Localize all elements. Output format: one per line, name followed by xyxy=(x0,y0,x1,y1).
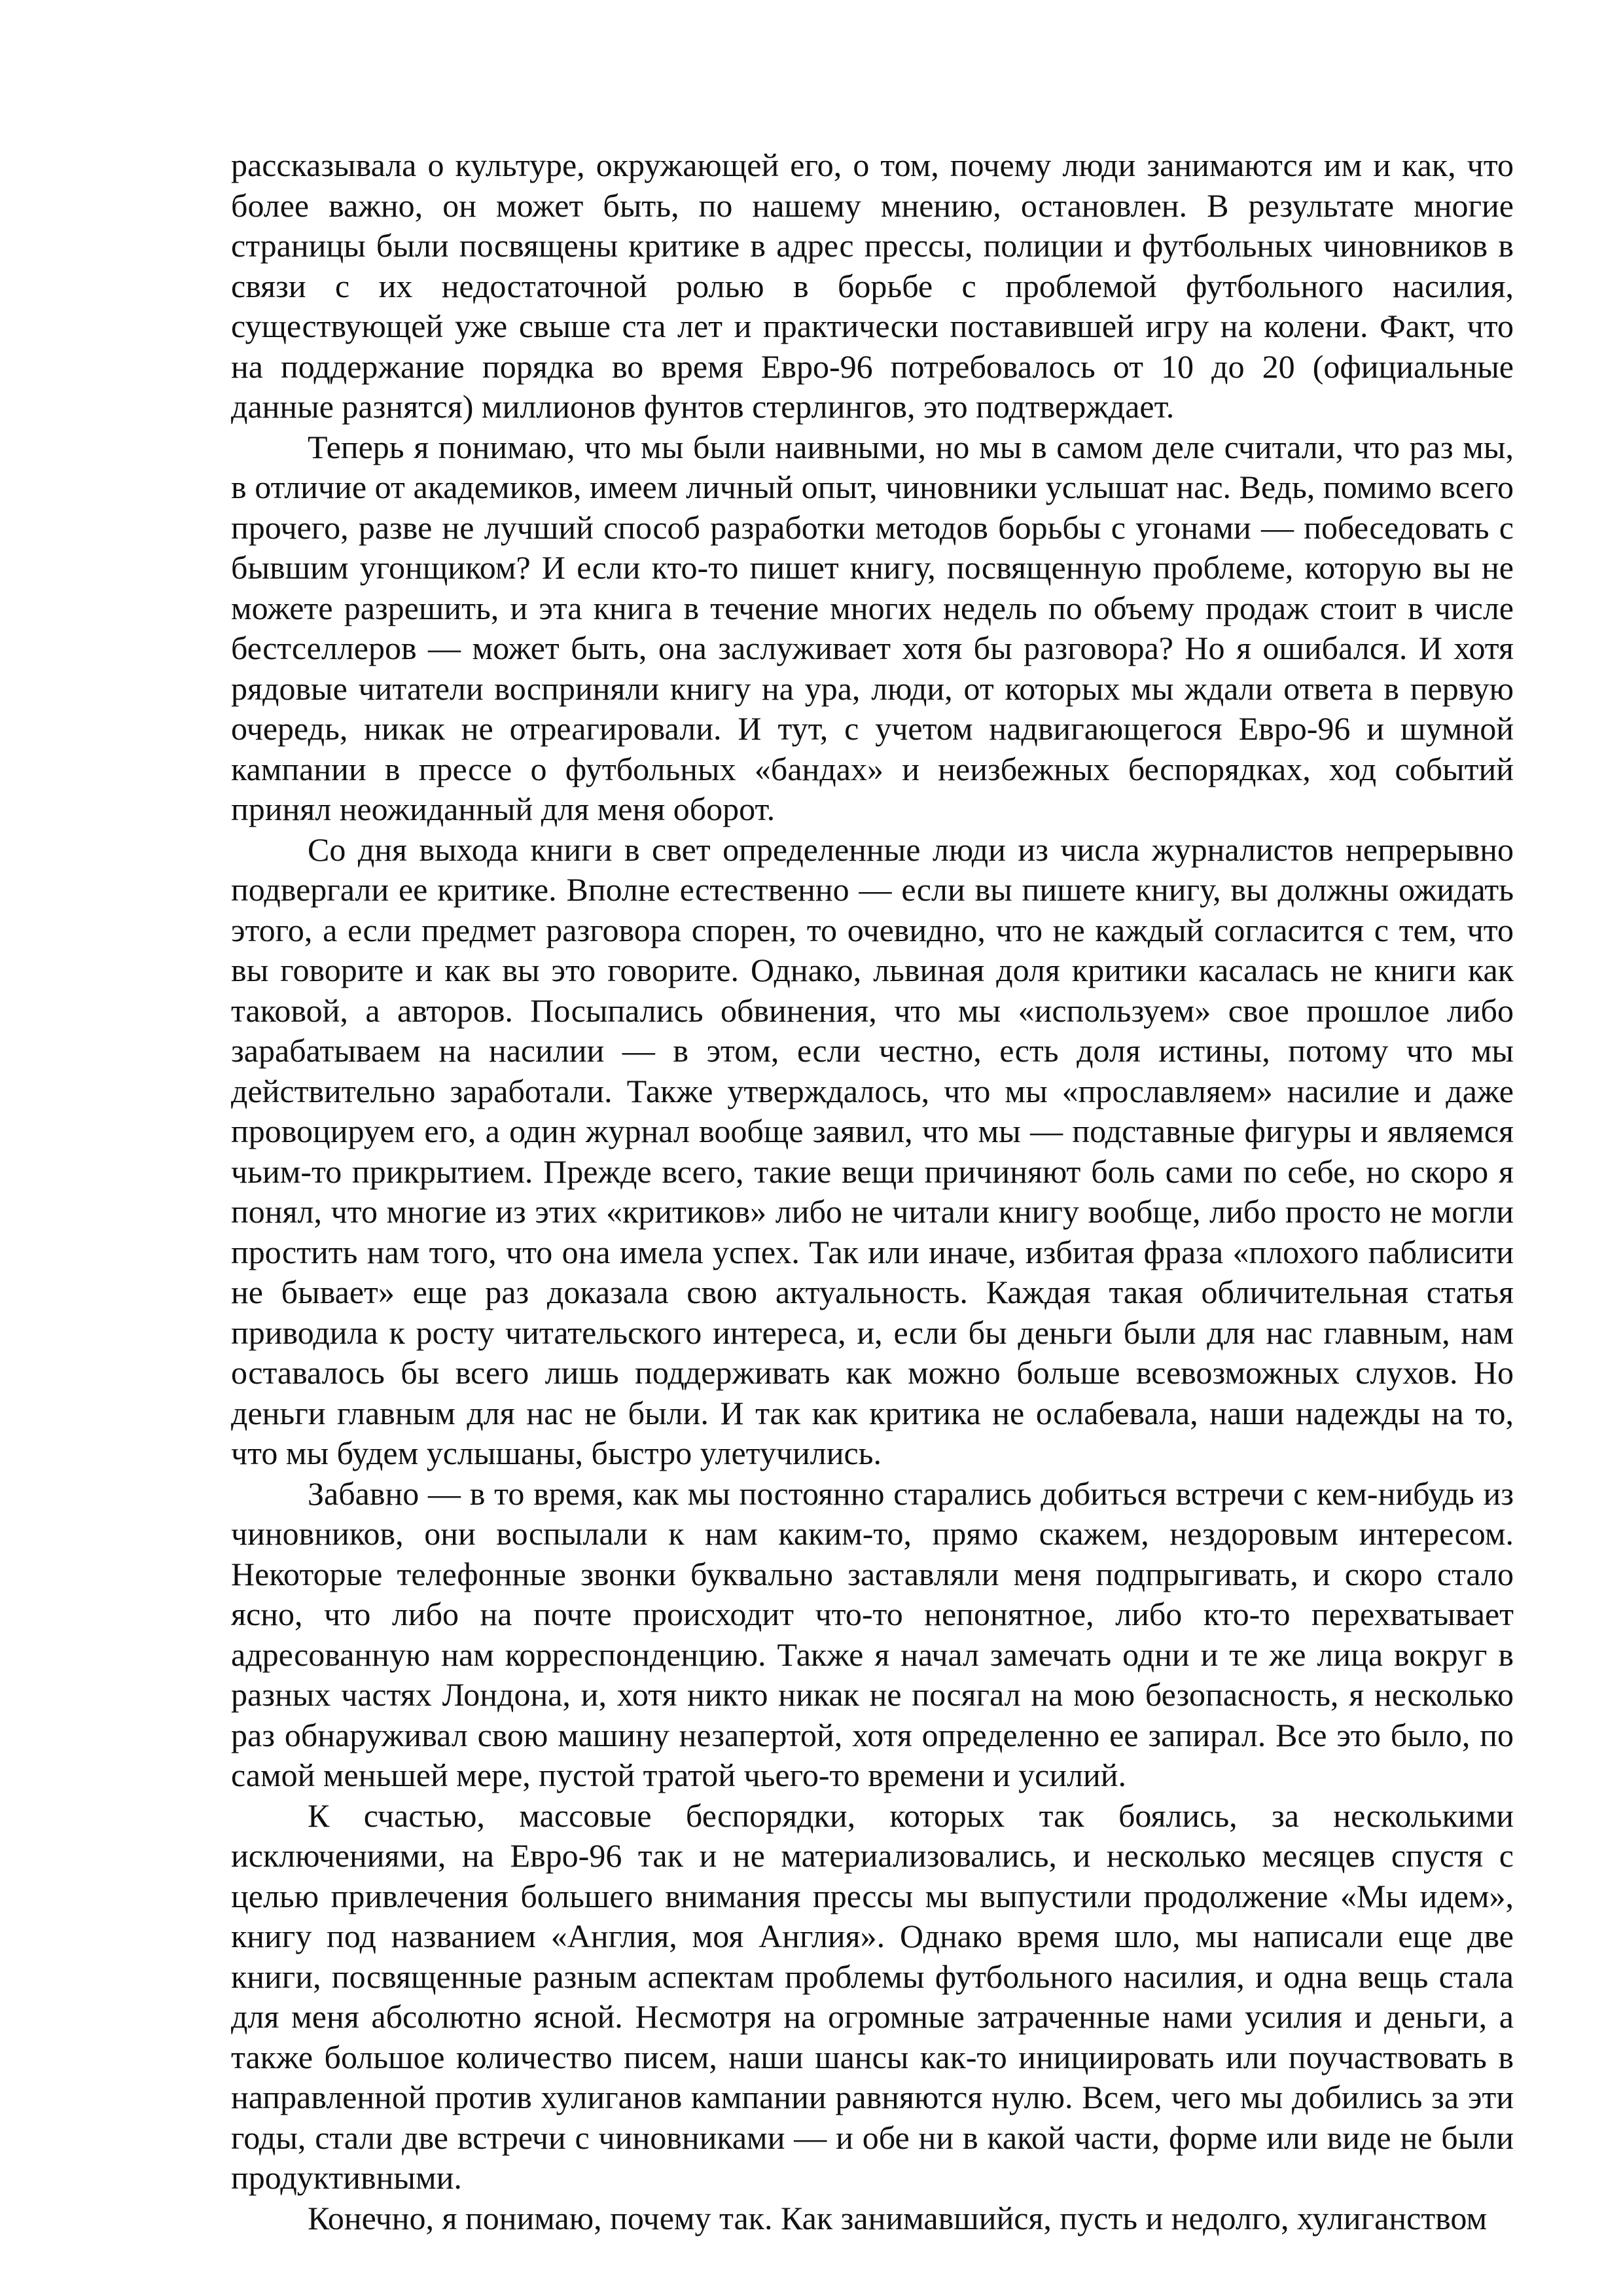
paragraph-4: Забавно — в то время, как мы постоянно старались добиться встречи с кем-нибудь из чиновников, они воспылали к нам каким-то, прямо скажем, нездоровым интересом. Некоторые телефонные звонки буквально заставляли меня подпрыгивать, и скоро стало ясно, что либо на почте происходит что-то непонятное, либо кто-то перехватывает адресованную нам корреспонденцию. Также я начал замечать одни и те же лица вокруг в разных частях Лондона, и, хотя никто никак не посягал на мою безопасность, я несколько раз обнаруживал свою машину незапертой, хотя определенно ее запирал. Все это было, по самой меньшей мере, пустой тратой чьего-то времени и усилий. xyxy=(231,1475,1514,1793)
paragraph-1: рассказывала о культуре, окружающей его, о том, почему люди занимаются им и как, что более важно, он может быть, по нашему мнению, остановлен. В результате многие страницы были посвящены критике в адрес прессы, полиции и футбольных чиновников в связи с их недостаточной ролью в борьбе с проблемой футбольного насилия, существующей уже свыше ста лет и практически поставившей игру на колени. Факт, что на поддержание порядка во время Евро-96 потребовалось от 10 до 20 (официальные данные разнятся) миллионов фунтов стерлингов, это подтверждает. xyxy=(231,147,1514,425)
paragraph-5: К счастью, массовые беспорядки, которых так боялись, за несколькими исключениями, на Евро-96 так и не материализовались, и несколько месяцев спустя с целью привлечения большего внимания прессы мы выпустили продолжение «Мы идем», книгу под названием «Англия, моя Англия». Однако время шло, мы написали еще две книги, посвященные разным аспектам проблемы футбольного насилия, и одна вещь стала для меня абсолютно ясной. Несмотря на огромные затраченные нами усилия и деньги, а также большое количество писем, наши шансы как-то инициировать или поучаствовать в направленной против хулиганов кампании равняются нулю. Всем, чего мы добились за эти годы, стали две встречи с чиновниками — и обе ни в какой части, форме или виде не были продуктивными. xyxy=(231,1797,1514,2196)
document-page xyxy=(231,145,1514,2238)
paragraph-3: Со дня выхода книги в свет определенные люди из числа журналистов непрерывно подвергали ее критике. Вполне естественно — если вы пишете книгу, вы должны ожидать этого, а если предмет разговора спорен, то очевидно, что не каждый согласится с тем, что вы говорите и как вы это говорите. Однако, львиная доля критики касалась не книги как таковой, а авторов. Посыпались обвинения, что мы «используем» свое прошлое либо зарабатываем на насилии — в этом, если честно, есть доля истины, потому что мы действительно заработали. Также утверждалось, что мы «прославляем» насилие и даже провоцируем его, а один журнал вообще заявил, что мы — подставные фигуры и являемся чьим-то прикрытием. Прежде всего, такие вещи причиняют боль сами по себе, но скоро я понял, что многие из этих «критиков» либо не читали книгу вообще, либо просто не могли простить нам того, что она имела успех. Так или иначе, избитая фраза «плохого паблисити не бывает» еще раз доказала свою актуальность. Каждая такая обличительная статья приводила к росту читательского интереса, и, если бы деньги были для нас главным, нам оставалось бы всего лишь поддерживать как можно больше всевозможных слухов. Но деньги главным для нас не были. И так как критика не ослабевала, наши надежды на то, что мы будем услышаны, быстро улетучились. xyxy=(231,831,1514,1471)
paragraph-6: Конечно, я понимаю, почему так. Как занимавшийся, пусть и недолго, хулиганством xyxy=(308,2199,1488,2236)
paragraph-2: Теперь я понимаю, что мы были наивными, но мы в самом деле считали, что раз мы, в отличие от академиков, имеем личный опыт, чиновники услышат нас. Ведь, помимо всего прочего, разве не лучший способ разработки методов борьбы с угонами — побеседовать с бывшим угонщиком? И если кто-то пишет книгу, посвященную проблеме, которую вы не можете разрешить, и эта книга в течение многих недель по объему продаж стоит в числе бестселлеров — может быть, она заслуживает хотя бы разговора? Но я ошибался. И хотя рядовые читатели восприняли книгу на ура, люди, от которых мы ждали ответа в первую очередь, никак не отреагировали. И тут, с учетом надвигающегося Евро-96 и шумной кампании в прессе о футбольных «бандах» и неизбежных беспорядках, ход событий принял неожиданный для меня оборот. xyxy=(231,428,1514,827)
